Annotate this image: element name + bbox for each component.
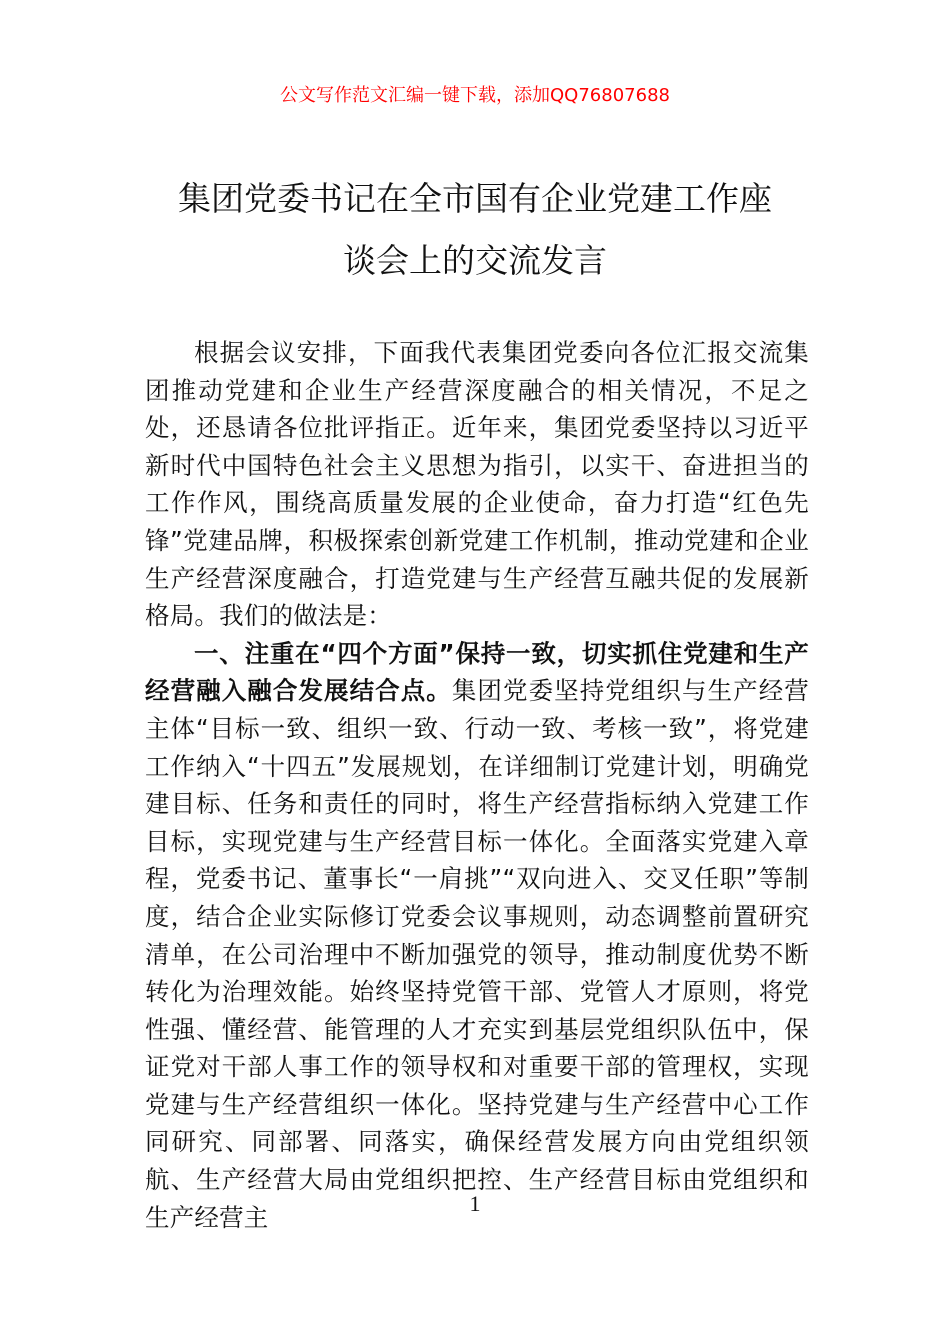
document-title [120,168,830,292]
page-number: 1 [469,1191,481,1216]
download-banner: 公文写作范文汇编一键下载，添加QQ76807688 [280,85,670,106]
paragraph-intro: 根据会议安排，下面我代表集团党委向各位汇报交流集团推动党建和企业生产经营深度融合的相关情况，不足之处，还恳请各位批评指正。近年来，集团党委坚持以习近平新时代中国特色社会主义思想为指引，以实干、奋进担当的工作作风，围绕高质量发展的企业使命，奋力打造“红色先锋”党建品牌，积极探索创新党建工作机制，推动党建和企业生产经营深度融合，打造党建与生产经营互融共促的发展新格局。我们的做法是： [145,338,809,631]
section-1-heading: 一、注重在“四个方面”保持一致，切实抓住党建和生产经营融入融合发展结合点。 [145,638,809,706]
title-line-1: 集团党委书记在全市国有企业党建工作座 [178,179,772,218]
document-body [145,334,809,1236]
title-line-2: 谈会上的交流发言 [343,241,607,280]
paragraph-section-1 [145,635,809,1237]
section-1-body: 集团党委坚持党组织与生产经营主体“目标一致、组织一致、行动一致、考核一致”，将党建工作纳入“十四五”发展规划，在详细制订党建计划，明确党建目标、任务和责任的同时，将生产经营指标纳入党建工作目标，实现党建与生产经营目标一体化。全面落实党建入章程，党委书记、董事长“一肩挑”“双向进入、交叉任职”等制度，结合企业实际修订党委会议事规则，动态调整前置研究清单，在公司治理中不断加强党的领导，推动制度优势不断转化为治理效能。始终坚持党管干部、党管人才原则，将党性强、懂经营、能管理的人才充实到基层党组织队伍中，保证党对干部人事工作的领导权和对重要干部的管理权，实现党建与生产经营组织一体化。坚持党建与生产经营中心工作同研究、同部署、同落实，确保经营发展方向由党组织领航、生产经营大局由党组织把控、生产经营目标由党组织和生产经营主 [145,676,809,1232]
